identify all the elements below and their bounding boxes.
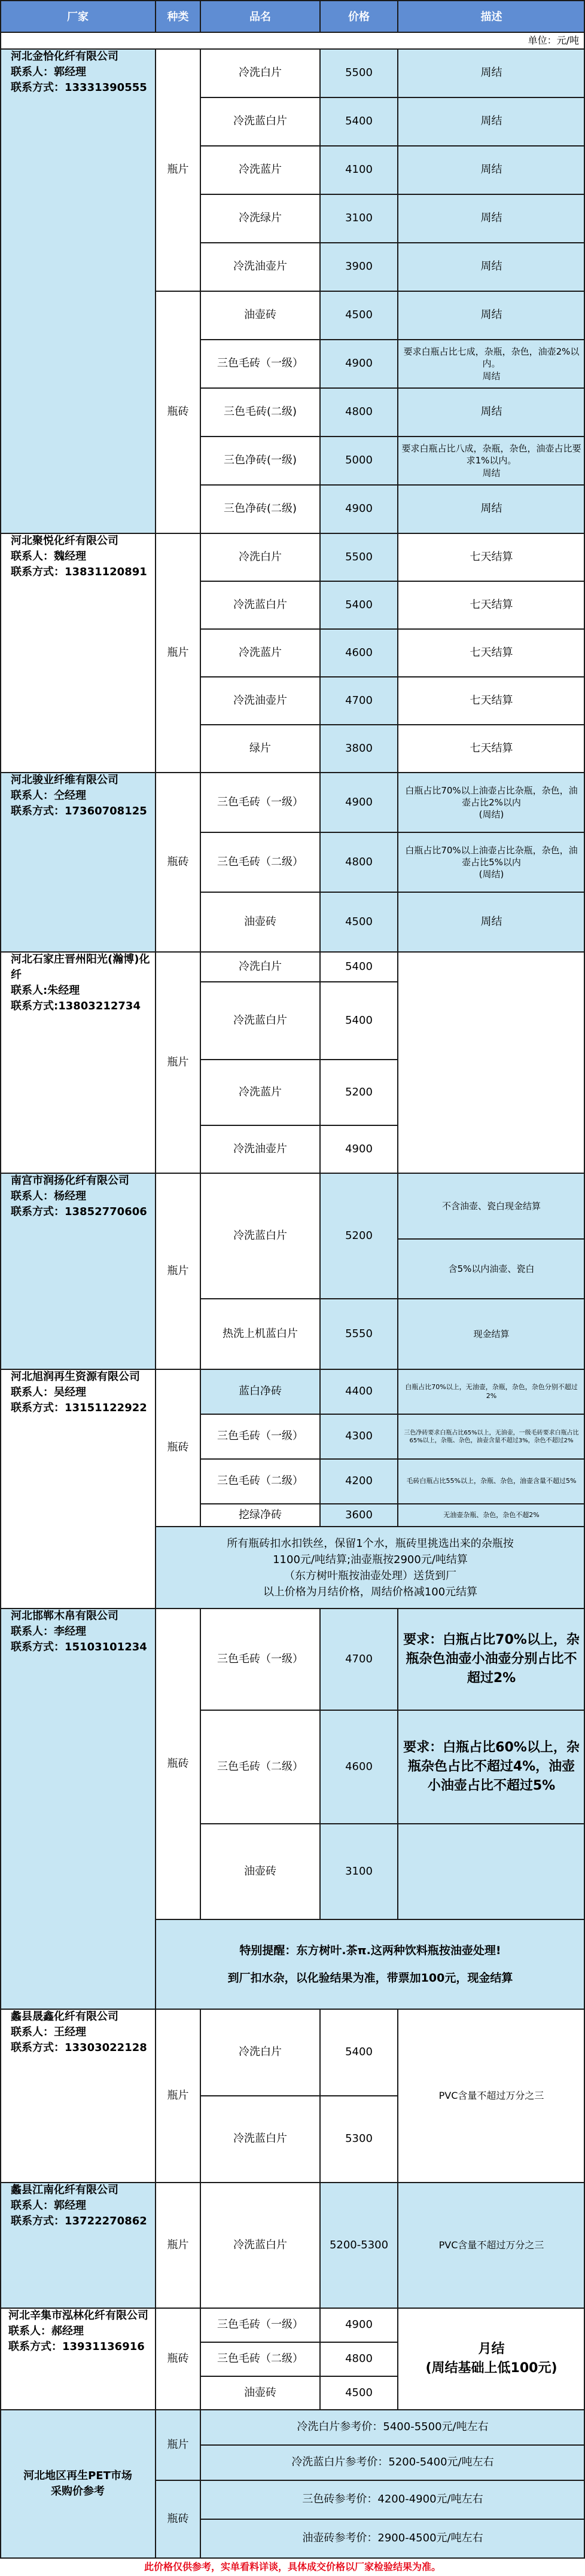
category-cell: 瓶片 — [156, 2009, 200, 2183]
description: 周结 — [398, 97, 585, 146]
contact-person: 联系人：王经理 — [11, 2026, 86, 2039]
price-value: 3600 — [320, 1504, 398, 1527]
product-name: 冷洗蓝白片 — [200, 2096, 320, 2183]
grid-line — [200, 628, 585, 630]
col-price-header: 价格 — [320, 0, 398, 32]
price-value: 5400 — [320, 952, 398, 982]
price-value: 4800 — [320, 832, 398, 892]
grid-line — [200, 1503, 585, 1504]
category-cell: 瓶砖 — [156, 2308, 200, 2410]
price-value: 3100 — [320, 194, 398, 243]
company-cell — [0, 1609, 156, 2009]
note-line: 所有瓶砖扣水扣铁丝，保留1个水，瓶砖里挑选出来的杂瓶按 — [227, 1537, 514, 1550]
reference-price: 油壶砖参考价：2900-4500元/吨左右 — [200, 2519, 585, 2558]
company-name: 南宫市润扬化纤有限公司 — [11, 1174, 129, 1187]
product-name: 三色毛砖（二级） — [200, 2342, 320, 2376]
grid-line — [0, 2409, 585, 2410]
reference-price: 冷洗白片参考价：5400-5500元/吨左右 — [200, 2410, 585, 2445]
grid-line — [0, 1369, 585, 1370]
price-value: 4900 — [320, 340, 398, 388]
price-value: 5200-5300 — [320, 2183, 398, 2308]
grid-line — [200, 194, 585, 195]
product-name: 冷洗油壶片 — [200, 677, 320, 725]
product-name: 三色毛砖（一级） — [200, 773, 320, 832]
price-value: 5550 — [320, 1299, 398, 1369]
grid-line — [200, 1609, 201, 1919]
contact-person: 联系人：魏经理 — [11, 550, 86, 563]
grid-line — [0, 0, 585, 1]
description: 七天结算 — [398, 581, 585, 629]
product-name: 冷洗蓝片 — [200, 629, 320, 677]
col-product-header: 品名 — [200, 0, 320, 32]
description-text: 毛砖白瓶占比55%以上，杂瓶、杂色，油壶含量不超过5% — [406, 1477, 577, 1485]
description-text: 月结 — [478, 2342, 505, 2357]
description: PVC含量不超过万分之三 — [398, 2009, 585, 2183]
contact-person: 联系人：吴经理 — [11, 1386, 86, 1399]
price-value: 4500 — [320, 892, 398, 952]
note-line: 特别提醒：东方树叶.茶π.这两种饮料瓶按油壶处理! — [239, 1943, 501, 1957]
product-name: 三色净砖(一级) — [200, 437, 320, 485]
grid-line — [0, 1173, 585, 1174]
description: 周结 — [398, 194, 585, 243]
price-value: 4700 — [320, 677, 398, 725]
grid-line — [398, 1238, 585, 1240]
product-name: 冷洗油壶片 — [200, 1125, 320, 1173]
grid-line — [319, 0, 321, 32]
price-value: 4800 — [320, 2342, 398, 2376]
contact-phone: 联系方式：13722270862 — [11, 2215, 147, 2228]
product-name: 三色毛砖（一级） — [200, 1414, 320, 1459]
category-cell: 瓶砖 — [156, 2480, 200, 2558]
description: 周结 — [398, 49, 585, 97]
product-name: 蓝白净砖 — [200, 1369, 320, 1414]
contact-person: 联系人：郝经理 — [8, 2325, 84, 2338]
reference-price: 三色砖参考价：4200-4900元/吨左右 — [200, 2480, 585, 2519]
company-cell — [0, 773, 156, 952]
description-empty — [398, 1824, 585, 1919]
description-text: 周结 — [482, 370, 501, 381]
grid-line — [0, 32, 585, 33]
grid-line — [156, 1526, 585, 1527]
price-value: 4500 — [320, 2376, 398, 2410]
contact-phone: 联系方式：13931136916 — [8, 2340, 145, 2354]
grid-line — [319, 1609, 321, 1919]
grid-line — [200, 49, 201, 1527]
product-name: 三色毛砖（一级） — [200, 1609, 320, 1710]
price-value: 5400 — [320, 982, 398, 1060]
product-name: 三色毛砖（二级） — [200, 1459, 320, 1504]
col-factory-header: 厂家 — [0, 0, 156, 32]
grid-line — [200, 1125, 398, 1126]
reference-price: 冷洗蓝白片参考价：5200-5400元/吨左右 — [200, 2445, 585, 2480]
category-cell: 瓶砖 — [156, 291, 200, 533]
grid-line — [155, 0, 156, 32]
contact-phone: 联系方式:13803212734 — [11, 1000, 141, 1013]
company-name: 河北石家庄晋州阳光(瀚博)化纤 — [11, 953, 150, 982]
grid-line — [319, 49, 321, 1527]
grid-line — [0, 951, 585, 953]
grid-line — [397, 49, 398, 1527]
price-value: 4300 — [320, 1414, 398, 1459]
contact-person: 联系人：李经理 — [11, 1625, 86, 1638]
company-name: 河北地区再生PET市场 — [23, 2469, 132, 2482]
grid-line — [200, 2519, 585, 2520]
product-name: 油壶砖 — [200, 291, 320, 340]
grid-line — [0, 772, 585, 773]
grid-line — [200, 2376, 398, 2377]
grid-line — [0, 2557, 585, 2559]
price-value: 4100 — [320, 146, 398, 194]
product-name: 热洗上机蓝白片 — [200, 1299, 320, 1369]
grid-line — [200, 2444, 585, 2446]
description-text: 要求：白瓶占比70%以上，杂瓶杂色油壶小油壶分别占比不超过2% — [403, 1632, 580, 1686]
company-cell — [0, 2183, 156, 2308]
price-value: 4700 — [320, 1609, 398, 1710]
contact-person: 联系人：郭经理 — [11, 66, 86, 79]
description-empty — [398, 952, 585, 1173]
grid-line — [200, 484, 585, 486]
price-value: 4500 — [320, 291, 398, 340]
grid-line — [200, 981, 398, 982]
company-name: 河北旭润再生资源有限公司 — [11, 1371, 140, 1383]
grid-line — [0, 2009, 585, 2010]
product-name: 冷洗白片 — [200, 49, 320, 97]
col-desc-header: 描述 — [398, 0, 585, 32]
description — [398, 1414, 585, 1459]
description — [398, 1609, 585, 1710]
product-name: 三色毛砖（一级） — [200, 2308, 320, 2342]
contact-phone: 联系方式：15103101234 — [11, 1641, 147, 1654]
category-cell: 瓶片 — [156, 1173, 200, 1369]
grid-line — [200, 1458, 585, 1460]
contact-person: 联系人：郭经理 — [11, 2199, 86, 2212]
grid-line — [0, 0, 1, 2558]
grid-line — [200, 1059, 398, 1060]
note-cell — [156, 1919, 585, 2009]
contact-phone: 联系方式：13303022128 — [11, 2041, 147, 2055]
company-cell — [0, 2308, 156, 2410]
note-line: 以上价格为月结价格，周结价格减100元结算 — [263, 1585, 478, 1598]
company-name: 河北金恰化纤有限公司 — [11, 50, 118, 63]
grid-line — [200, 892, 585, 893]
category-cell: 瓶砖 — [156, 1369, 200, 1527]
contact-phone: 联系方式：13852770606 — [11, 1205, 147, 1219]
grid-line — [200, 0, 201, 32]
price-value: 4800 — [320, 388, 398, 437]
grid-line — [397, 2009, 398, 2410]
description-text: 要求白瓶占比七成，杂瓶，杂色，油壶2%以内。 — [403, 346, 580, 370]
grid-line — [156, 1919, 585, 1920]
price-value: 3900 — [320, 243, 398, 291]
company-cell — [0, 2410, 156, 2558]
description: PVC含量不超过万分之三 — [398, 2183, 585, 2308]
note-cell — [156, 1527, 585, 1609]
description: 周结 — [398, 892, 585, 952]
description: 含5%以内油壶、瓷白 — [398, 1239, 585, 1299]
col-category-header: 种类 — [156, 0, 200, 32]
price-value: 5500 — [320, 533, 398, 581]
description — [398, 340, 585, 388]
unit-label: 单位：元/吨 — [528, 34, 579, 46]
category-cell: 瓶砖 — [156, 1609, 200, 1919]
product-name: 冷洗蓝片 — [200, 1060, 320, 1125]
company-name-line2: 采购价参考 — [51, 2485, 105, 2498]
description-text: 要求白瓶占比八成，杂瓶，杂色，油壶占比要求1%以内。 — [401, 443, 581, 466]
price-value: 5200 — [320, 1173, 398, 1299]
price-value: 4200 — [320, 1459, 398, 1504]
description — [398, 1459, 585, 1504]
company-cell — [0, 952, 156, 1173]
contact-phone: 联系方式：17360708125 — [11, 805, 147, 818]
description: 七天结算 — [398, 629, 585, 677]
contact-phone: 联系方式：13831120891 — [11, 566, 147, 579]
product-name: 冷洗白片 — [200, 2009, 320, 2096]
grid-line — [156, 2480, 585, 2481]
company-name: 蠡县晟鑫化纤有限公司 — [11, 2010, 118, 2023]
grid-line — [200, 145, 585, 146]
price-value: 5300 — [320, 2096, 398, 2183]
product-name: 冷洗蓝白片 — [200, 982, 320, 1060]
grid-line — [200, 724, 585, 725]
price-value: 4900 — [320, 1125, 398, 1173]
product-name: 油壶砖 — [200, 1824, 320, 1919]
description-text: (周结) — [479, 869, 504, 880]
price-value: 4900 — [320, 2308, 398, 2342]
grid-line — [0, 533, 585, 534]
category-cell: 瓶片 — [156, 533, 200, 773]
description-text: (周结) — [479, 809, 504, 820]
grid-line — [397, 0, 398, 32]
description — [398, 437, 585, 485]
product-name: 冷洗白片 — [200, 952, 320, 982]
price-value: 5200 — [320, 1060, 398, 1125]
product-name: 三色毛砖（一级） — [200, 340, 320, 388]
product-name: 冷洗绿片 — [200, 194, 320, 243]
contact-person: 联系人：杨经理 — [11, 1190, 86, 1203]
description: 不含油壶、瓷白现金结算 — [398, 1173, 585, 1239]
grid-line — [156, 291, 585, 292]
product-name: 冷洗蓝白片 — [200, 2183, 320, 2308]
company-name: 河北骏业纤维有限公司 — [11, 774, 118, 786]
description: 周结 — [398, 146, 585, 194]
description: 七天结算 — [398, 677, 585, 725]
description-text: 三色净砖要求白瓶占比65%以上，无油壶，一级毛砖要求白瓶占比65%以上，杂瓶、杂色，油壶含量不超过3%，杂色不超过2% — [404, 1429, 579, 1444]
price-value: 4900 — [320, 485, 398, 533]
product-name: 冷洗蓝片 — [200, 146, 320, 194]
grid-line — [200, 242, 585, 243]
price-value: 4900 — [320, 773, 398, 832]
grid-line — [200, 2342, 398, 2343]
grid-line — [200, 581, 585, 582]
company-cell — [0, 1369, 156, 1609]
company-cell — [0, 2009, 156, 2183]
note-line: （东方树叶瓶按油壶处理）送货到厂 — [284, 1569, 456, 1582]
category-cell: 瓶片 — [156, 952, 200, 1173]
description-text: 周结 — [482, 467, 501, 478]
grid-line — [0, 2308, 585, 2309]
description: 周结 — [398, 485, 585, 533]
description — [398, 832, 585, 892]
product-name: 三色毛砖（二级） — [200, 832, 320, 892]
description: 周结 — [398, 388, 585, 437]
note-line: 到厂扣水杂，以化验结果为准，带票加100元，现金结算 — [227, 1971, 513, 1985]
description: 周结 — [398, 243, 585, 291]
company-name: 河北聚悦化纤有限公司 — [11, 535, 118, 547]
footer-disclaimer — [0, 2558, 585, 2576]
company-cell — [0, 1173, 156, 1369]
grid-line — [200, 2009, 201, 2558]
product-name: 油壶砖 — [200, 2376, 320, 2410]
product-name: 挖绿净砖 — [200, 1504, 320, 1527]
product-name: 冷洗油壶片 — [200, 243, 320, 291]
description — [398, 1504, 585, 1527]
description-text: 要求：白瓶占比60%以上，杂瓶杂色占比不超过4%，油壶小油壶占比不超过5% — [403, 1740, 580, 1793]
category-cell: 瓶片 — [156, 2183, 200, 2308]
grid-line — [0, 1608, 585, 1609]
description: 现金结算 — [398, 1299, 585, 1369]
description-text: 白瓶占比70%以上油壶占比杂瓶，杂色，油壶占比2%以内 — [405, 785, 578, 808]
description: 七天结算 — [398, 725, 585, 773]
category-cell: 瓶片 — [156, 49, 200, 291]
description — [398, 2308, 585, 2410]
grid-line — [200, 2095, 398, 2096]
product-name: 冷洗蓝白片 — [200, 97, 320, 146]
product-name: 油壶砖 — [200, 892, 320, 952]
description-text: 无油壶杂瓶、杂色，杂色不超2% — [443, 1510, 540, 1519]
price-value: 5400 — [320, 2009, 398, 2096]
company-cell — [0, 533, 156, 773]
description — [398, 1369, 585, 1414]
contact-person: 联系人：仝经理 — [11, 789, 86, 802]
company-cell — [0, 49, 156, 533]
description: 七天结算 — [398, 533, 585, 581]
grid-line — [200, 1710, 585, 1711]
product-name: 三色毛砖（二级） — [200, 1710, 320, 1824]
product-name: 冷洗蓝白片 — [200, 1173, 320, 1299]
grid-line — [200, 97, 585, 98]
grid-line — [200, 832, 585, 833]
company-name: 河北邯郸木帛有限公司 — [11, 1610, 118, 1622]
price-value: 5500 — [320, 49, 398, 97]
description-text: 白瓶占比70%以上油壶占比杂瓶，杂色，油壶占比5%以内 — [405, 844, 578, 868]
grid-line — [319, 2009, 321, 2410]
grid-line — [200, 436, 585, 437]
company-name: 蠡县江南化纤有限公司 — [11, 2184, 118, 2196]
category-cell: 瓶片 — [156, 2410, 200, 2480]
grid-line — [200, 676, 585, 677]
contact-phone: 联系方式：13331390555 — [11, 81, 147, 94]
company-name: 河北辛集市泓林化纤有限公司 — [8, 2309, 148, 2322]
grid-line — [200, 1298, 585, 1299]
grid-line — [0, 48, 585, 50]
description — [398, 773, 585, 832]
grid-line — [0, 2182, 585, 2183]
price-value: 3800 — [320, 725, 398, 773]
price-value: 4400 — [320, 1369, 398, 1414]
contact-person: 联系人:朱经理 — [11, 984, 80, 997]
contact-phone: 联系方式：13151122922 — [11, 1402, 147, 1415]
product-name: 冷洗白片 — [200, 533, 320, 581]
product-name: 三色净砖(二级) — [200, 485, 320, 533]
price-value: 4600 — [320, 629, 398, 677]
price-value: 5000 — [320, 437, 398, 485]
description-text: 白瓶占比70%以上，无油壶，杂瓶，杂色，杂色分别不超过2% — [405, 1382, 578, 1400]
category-cell: 瓶砖 — [156, 773, 200, 952]
product-name: 冷洗蓝白片 — [200, 581, 320, 629]
description: 周结 — [398, 291, 585, 340]
product-name: 三色毛砖(二级) — [200, 388, 320, 437]
description — [398, 1710, 585, 1824]
price-value: 4600 — [320, 1710, 398, 1824]
price-value: 5400 — [320, 581, 398, 629]
note-line: 1100元/吨结算;油壶瓶按2900元/吨结算 — [273, 1553, 468, 1566]
grid-line — [200, 1414, 585, 1415]
price-value: 5400 — [320, 97, 398, 146]
grid-line — [200, 339, 585, 340]
product-name: 绿片 — [200, 725, 320, 773]
description-text: (周结基础上低100元) — [425, 2361, 557, 2376]
unit-row — [0, 32, 585, 49]
grid-line — [397, 1609, 398, 1919]
grid-line — [200, 387, 585, 389]
disclaimer-text: 此价格仅供参考，实单看料详谈，具体成交价格以厂家检验结果为准。 — [144, 2560, 441, 2572]
grid-line — [200, 1823, 585, 1824]
price-value: 3100 — [320, 1824, 398, 1919]
